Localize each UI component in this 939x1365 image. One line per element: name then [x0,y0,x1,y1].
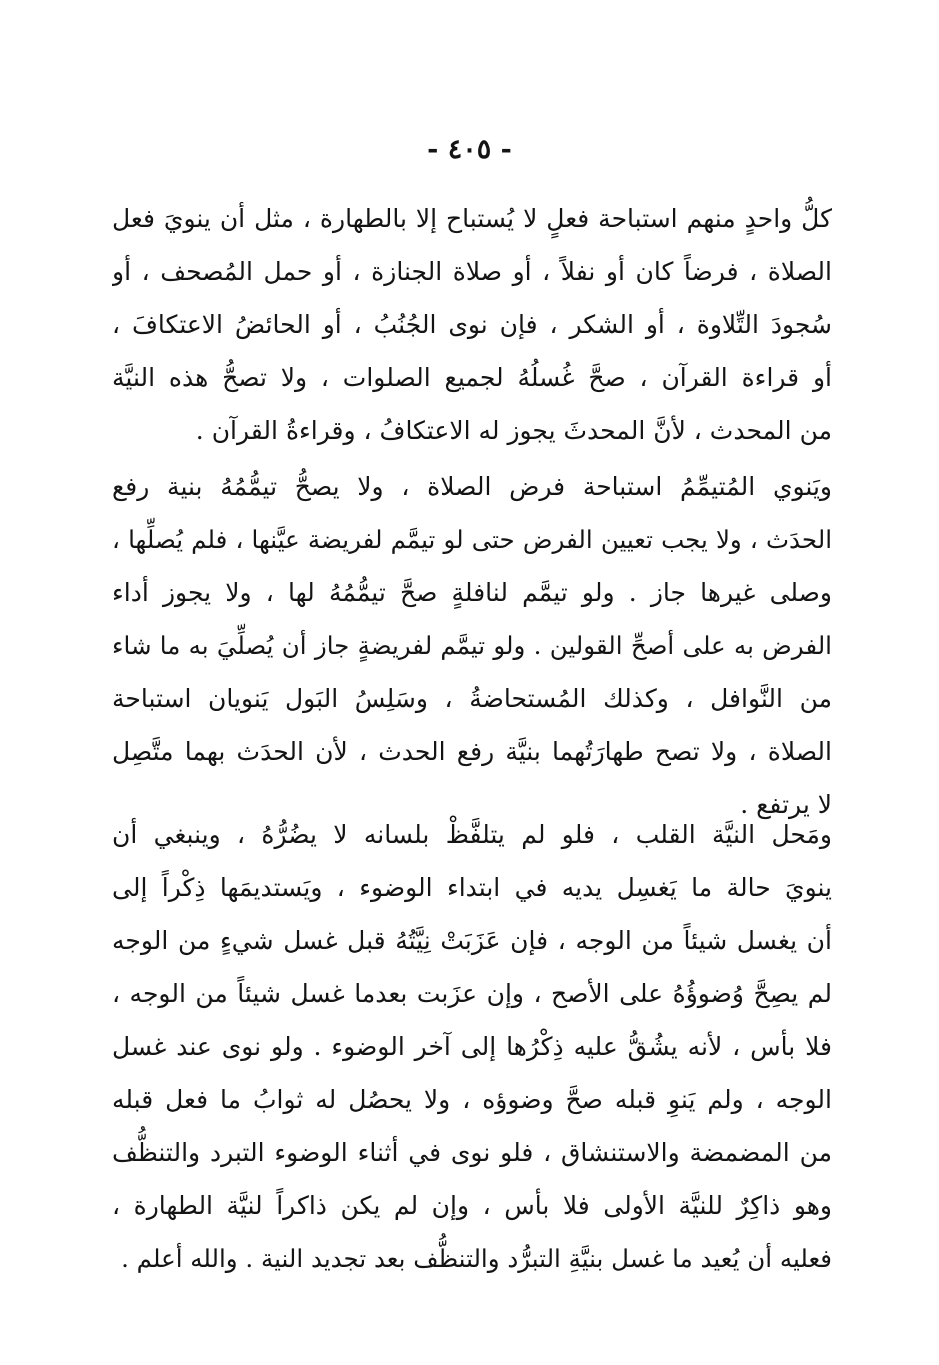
text-line: ينويَ حالة ما يَغسِل يديه في ابتداء الوضوء ، ويَستديمَها ذِكْراً إلى [112,873,832,902]
page-number: - ٤٠٥ - [427,134,512,165]
text-line: أن يغسل شيئاً من الوجه ، فإن عَزَبَتْ نِيَّتُهُ قبل غسل شيءٍ من الوجه [112,926,832,955]
text-line: الفرض به على أصحِّ القولين . ولو تيمَّم لفريضةٍ جاز أن يُصلِّيَ به ما شاء [112,631,832,660]
text-line: الصلاة ، ولا تصح طهارَتُهما بنيَّة رفع الحدث ، لأن الحدَث بهما متَّصِل [112,737,832,766]
text-line: سُجودَ التِّلاوة ، أو الشكر ، فإن نوى الجُنُبُ ، أو الحائضُ الاعتكافَ ، [112,310,832,339]
paragraph-2 [112,460,832,831]
text-line: وصلى غيرها جاز . ولو تيمَّم لنافلةٍ صحَّ تيمُّمُهُ لها ، ولا يجوز أداء [112,578,832,607]
text-line: وهو ذاكِرٌ للنيَّة الأولى فلا بأس ، وإن لم يكن ذاكراً لنيَّة الطهارة ، [112,1191,832,1220]
text-line: الحدَث ، ولا يجب تعيين الفرض حتى لو تيمَّم لفريضة عيَّنها ، فلم يُصلِّها ، [112,525,832,554]
text-line: من النَّوافل ، وكذلك المُستحاضةُ ، وسَلِسُ البَول يَنويان استباحة [112,684,832,713]
text-line: لا يرتفع . [740,790,832,819]
paragraph-1 [112,192,832,457]
text-line: ويَنوي المُتيمِّمُ استباحة فرض الصلاة ، ولا يصحُّ تيمُّمُهُ بنية رفع [112,472,832,501]
text-line: الوجه ، ولم يَنوِ قبله صحَّ وضوؤه ، ولا يحصُل له ثوابُ ما فعل قبله [112,1085,832,1114]
text-line: فلا بأس ، لأنه يشُقُّ عليه ذِكْرُها إلى آخر الوضوء . ولو نوى عند غسل [112,1032,832,1061]
text-line: لم يصِحَّ وُضوؤُهُ على الأصح ، وإن عزَبت بعدما غسل شيئاً من الوجه ، [112,979,832,1008]
text-line: كلُّ واحدٍ منهم استباحة فعلٍ لا يُستباح إلا بالطهارة ، مثل أن ينويَ فعل [112,204,832,233]
text-line: من المضمضة والاستنشاق ، فلو نوى في أثناء الوضوء التبرد والتنظُّف [112,1138,832,1167]
text-line: فعليه أن يُعيد ما غسل بنيَّةِ التبرُّد والتنظُّف بعد تجديد النية . والله أعلم . [121,1244,832,1273]
text-line: أو قراءة القرآن ، صحَّ غُسلُهُ لجميع الصلوات ، ولا تصحُّ هذه النيَّة [112,363,832,392]
text-line: الصلاة ، فرضاً كان أو نفلاً ، أو صلاة الجنازة ، أو حمل المُصحف ، أو [112,257,832,286]
text-line: ومَحل النيَّة القلب ، فلو لم يتلفَّظْ بلسانه لا يضُرُّهُ ، وينبغي أن [112,820,832,849]
text-line: من المحدث ، لأنَّ المحدثَ يجوز له الاعتكافُ ، وقراءةُ القرآن . [195,416,832,445]
paragraph-3 [112,808,832,1285]
